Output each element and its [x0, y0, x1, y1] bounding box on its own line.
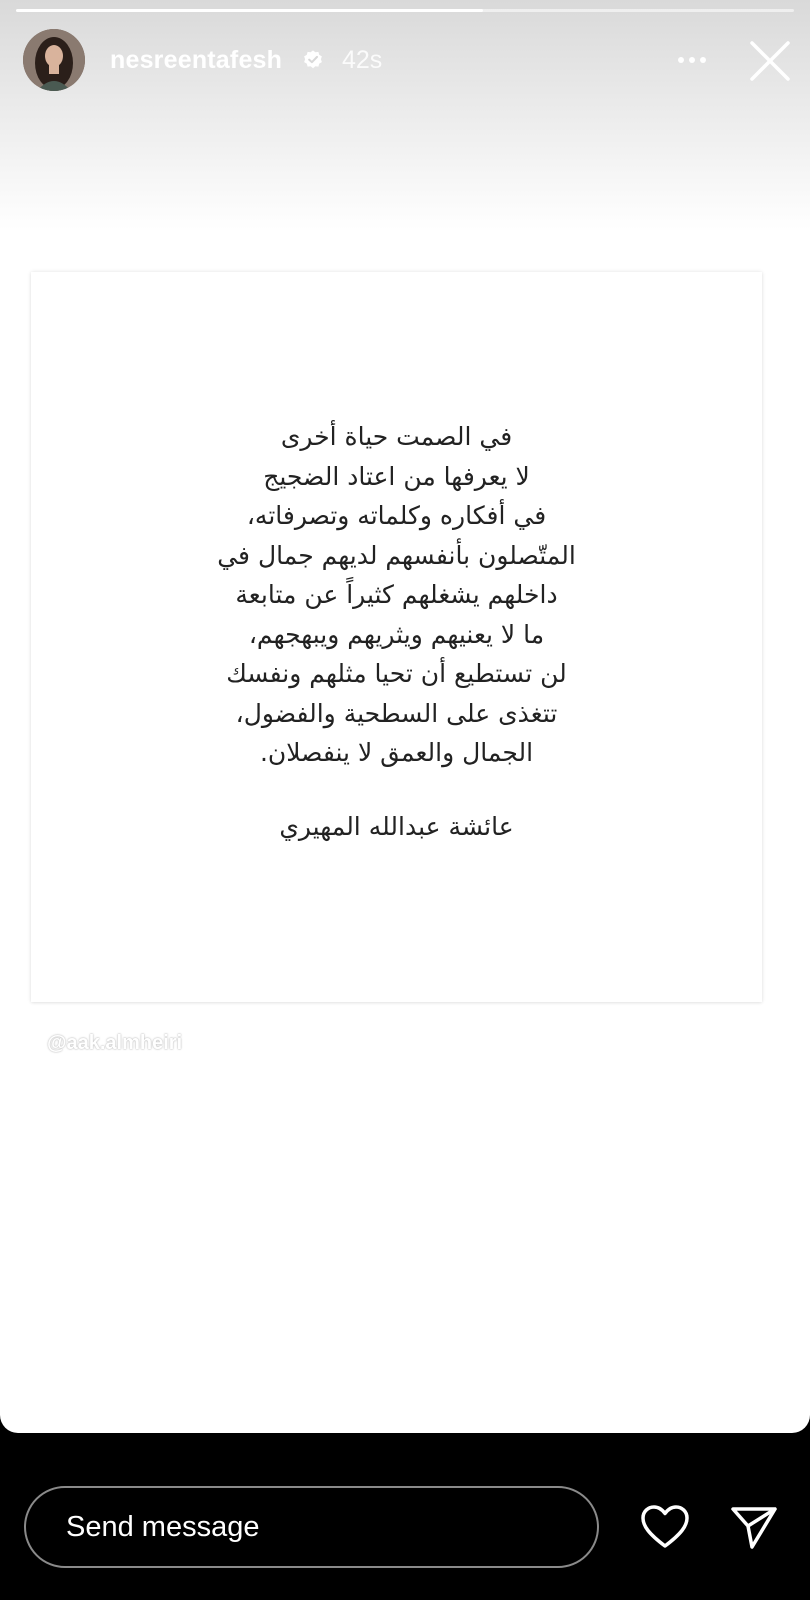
poem-line: ما لا يعنيهم ويثريهم ويبهجهم، [248, 619, 545, 649]
top-gradient-overlay [0, 0, 810, 230]
story-progress-bar [16, 9, 794, 12]
poem-line: الجمال والعمق لا ينفصلان. [259, 738, 534, 767]
poem-line: لن تستطيع أن تحيا مثلهم ونفسك [226, 659, 567, 688]
poem-line: تتغذى على السطحية والفضول، [235, 698, 558, 728]
poem-line: داخلهم يشغلهم كثيراً عن متابعة [235, 580, 558, 609]
heart-icon[interactable] [640, 1504, 690, 1550]
verified-badge-icon [302, 49, 324, 71]
poem-line: في أفكاره وكلماته وتصرفاته، [246, 501, 547, 530]
send-icon[interactable] [730, 1504, 778, 1550]
avatar[interactable] [23, 29, 85, 91]
poem-line: لا يعرفها من اعتاد الضجيج [263, 461, 530, 491]
quote-card [31, 272, 762, 1002]
poem-author: عائشة عبدالله المهيري [279, 812, 514, 841]
mention-tag[interactable]: @aak.almheiri [47, 1032, 183, 1054]
story-timestamp: 42s [342, 46, 383, 74]
more-dots-icon[interactable] [672, 44, 712, 76]
close-icon[interactable] [748, 39, 792, 83]
username[interactable]: nesreentafesh [110, 46, 283, 74]
poem-text [31, 417, 762, 773]
send-message-placeholder: Send message [66, 1511, 260, 1543]
poem-line: المتّصلون بأنفسهم لديهم جمال في [217, 540, 576, 570]
poem-line: في الصمت حياة أخرى [280, 422, 513, 451]
send-message-input[interactable] [24, 1486, 599, 1568]
story-progress-fill [16, 9, 483, 12]
